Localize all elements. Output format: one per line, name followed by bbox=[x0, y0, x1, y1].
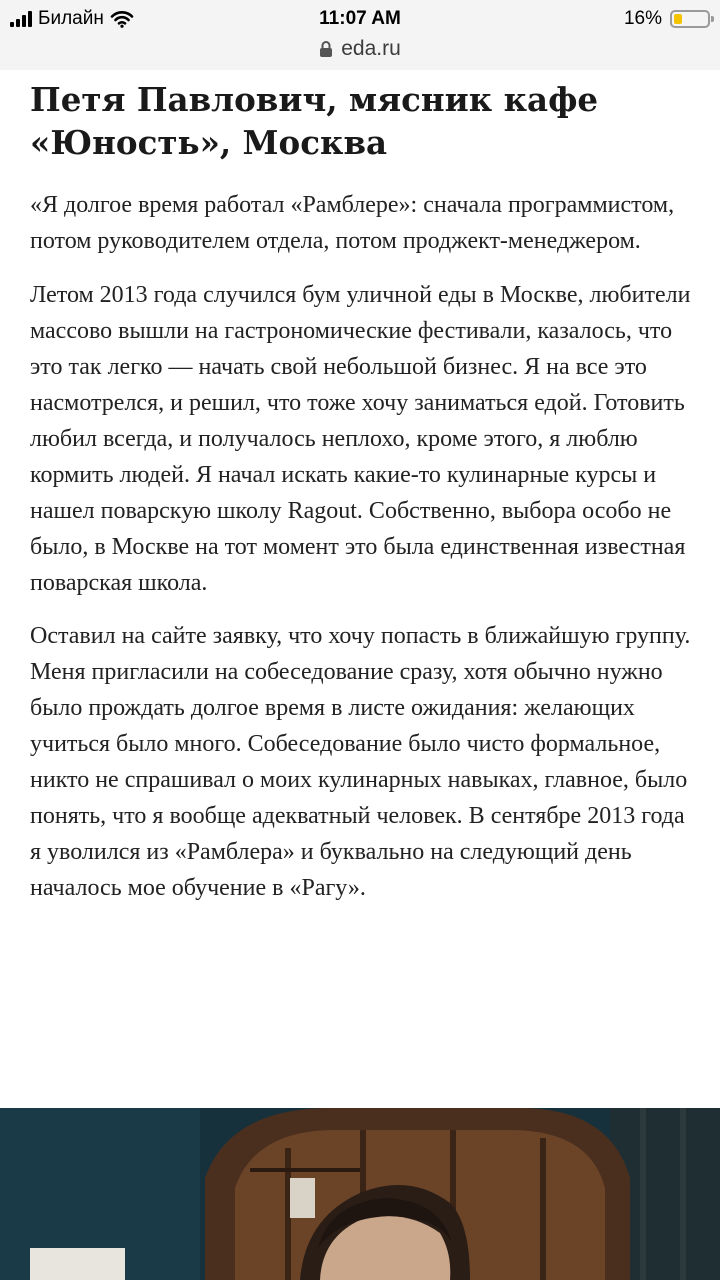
article bbox=[30, 78, 695, 906]
article-paragraph: «Я долгое время работал «Рамблере»: сначала программистом, потом руководителем отдела, потом проджект-менеджером. bbox=[30, 192, 675, 254]
address-bar[interactable] bbox=[0, 34, 720, 64]
carrier-name: Билайн bbox=[38, 8, 104, 29]
status-time: 11:07 AM bbox=[319, 8, 401, 29]
article-photo bbox=[0, 1108, 720, 1280]
status-bar bbox=[0, 0, 720, 70]
article-title: Петя Павлович, мясник кафе «Юность», Москва bbox=[30, 80, 599, 162]
article-paragraph: Летом 2013 года случился бум уличной еды в Москве, любители массово вышли на гастрономические фестивали, казалось, что это так легко — начать свой небольшой бизнес. Я на все это насмотрелся, и решил, что тоже хочу заниматься едой. Готовить любил всегда, и получалось неплохо, кроме этого, я люблю кормить людей. Я начал искать какие-то кулинарные курсы и нашел поварскую школу Ragout. Собственно, выбора особо не было, в Москве на тот момент это была единственная известная поварская школа. bbox=[30, 282, 691, 596]
battery-percent: 16% bbox=[623, 8, 662, 29]
article-paragraph: Оставил на сайте заявку, что хочу попасть в ближайшую группу. Меня пригласили на собеседование сразу, хотя обычно нужно было прождать долгое время в листе ожидания: желающих учиться было много. Собеседование было чисто формальное, никто не спрашивал о моих кулинарных навыках, главное, было понять, что я вообще адекватный человек. В сентябре 2013 года я уволился из «Рамблера» и буквально на следующий день началось мое обучение в «Рагу». bbox=[30, 623, 691, 901]
battery-icon bbox=[670, 10, 710, 28]
lock-icon bbox=[319, 40, 333, 58]
url-text[interactable]: eda.ru bbox=[341, 37, 401, 60]
battery-group bbox=[624, 6, 710, 32]
photo-illustration bbox=[0, 1108, 720, 1280]
battery-fill bbox=[674, 14, 682, 24]
